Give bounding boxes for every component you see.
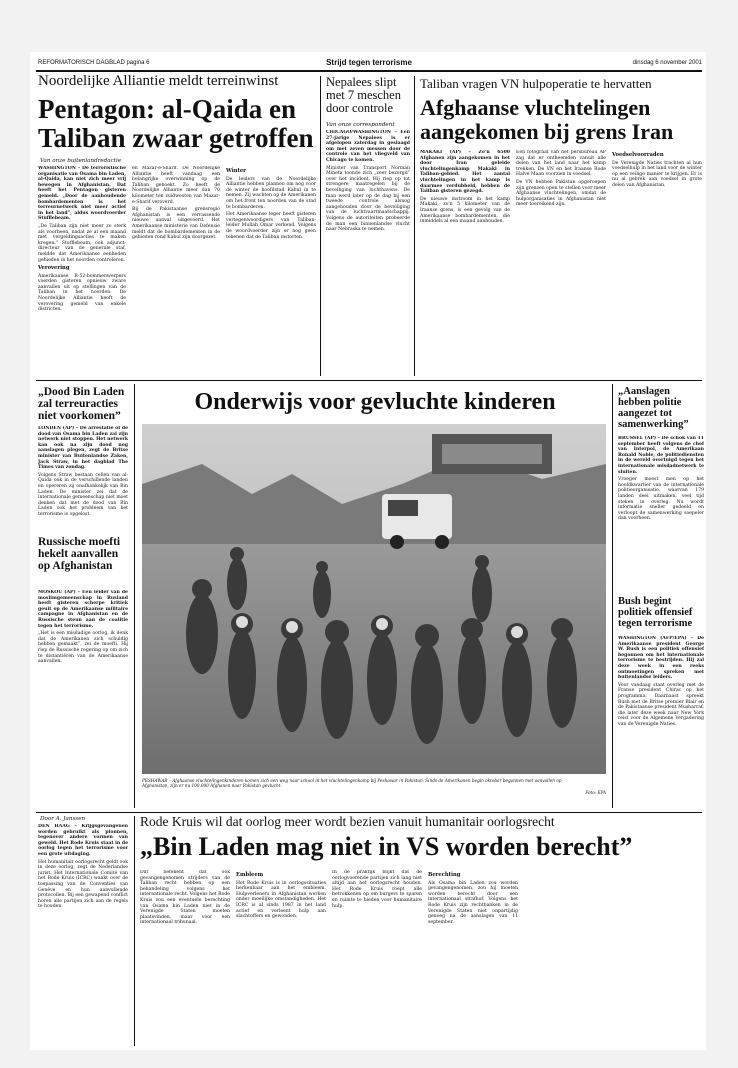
pentagon-col-2 xyxy=(132,166,220,376)
bush-lead: WASHINGTON (AFP/EPA) – De Amerikaanse president George W. Bush is een politiek offensief begonnen om het internationale terrorisme te bestrijden. Hij zal deze week in een reeks ontmoetingen spreken met buitenlandse leiders. xyxy=(618,636,704,681)
rodekruis-body-1: Het humanitair oorlogsrecht geldt ook in deze oorlog, zegt de Nederlandse jurist. Het Internationale Comité van het Rode Kruis (ICRC) waakt over de toepassing van de Conventies van Genève en hun aanvullende protocollen. Bij een gewapend conflict horen alle partijen zich aan de regels te houden. xyxy=(38,859,128,910)
vluchtelingen-body-4: De Verenigde Naties trachten al hun voedselhulp in het land voor de winter op een veilige manier te krijgen. Er is nu al gebrek aan voedsel in grote delen van Afghanistan. xyxy=(612,160,702,188)
rodekruis-col-4 xyxy=(332,870,422,1046)
binladen-side-body: Volgens Straw bestaan cellen van al-Qaida ook in de verschillende landen en opereren zij onafhankelijk van Bin Laden. De minister zei dat de internationale gemeenschap niet moet denken dat met de dood van Bin Laden ook het probleem van het terrorisme is opgelost. xyxy=(38,472,128,517)
binladen-side-column xyxy=(38,426,128,530)
vluchtelingen-sub: Voedselvoorraden xyxy=(612,152,664,158)
divider xyxy=(320,76,321,376)
rodekruis-body-4: In de praktijk blijkt dat de oorlogvoerende partijen zich lang niet altijd aan het oorlogsrecht houden. Het Rode Kruis roept alle betrokkenen op om burgers te sparen en ruimte te bieden voor humanitaire hulp. xyxy=(332,870,422,909)
rodekruis-col-5 xyxy=(428,870,518,1046)
photo-credit: Foto: EPA xyxy=(585,790,606,795)
divider xyxy=(134,384,135,808)
pentagon-sub-verovering: Verovering xyxy=(38,265,70,272)
pentagon-col-1 xyxy=(38,166,126,376)
rodekruis-byline: Door A. Janssen xyxy=(40,816,86,822)
photo-headline: Onderwijs voor gevluchte kinderen xyxy=(194,389,556,415)
divider xyxy=(414,76,415,376)
vluchtelingen-body-2: Een fotograaf van het persbureau AP zag dat er ontheemden vanuit alle delen van het land naar het kamp trekken. De VN en het Iraanse Rode Halve Maan voorzien in voedsel. xyxy=(516,150,606,178)
rodekruis-headline: „Bin Laden mag niet in VS worden berecht” xyxy=(140,832,633,861)
nepalees-byline: Van onze correspondent xyxy=(326,122,395,128)
pentagon-kicker: Noordelijke Alliantie meldt terreinwinst xyxy=(38,73,279,89)
photo-illustration xyxy=(142,424,606,774)
rodekruis-body-2: Dat betekent dat ook gevangengenomen strijders van de Taliban recht hebben op een behandeling volgens het internationale recht. Volgens het Rode Kruis zou een eventuele berechting van Osama bin Laden niet in de Verenigde Staten moeten plaatsvinden, maar voor een internationaal tribunaal. xyxy=(140,870,230,926)
pentagon-col-3 xyxy=(226,166,316,376)
samenwerking-headline: „Aanslagen hebben politie aangezet tot samenwerking” xyxy=(618,386,689,430)
rodekruis-lead: DEN HAAG – Krijgsgevangenen worden gebruikt als pionnen, tegenover andere vormen van geweld. Het Rode Kruis staat in de oorlog tegen het terrorisme voor een grote uitdaging. xyxy=(38,824,128,857)
bush-column xyxy=(618,636,704,808)
binladen-side-headline: „Dood Bin Laden zal terreuracties niet voorkomen” xyxy=(38,386,125,422)
vluchtelingen-kicker: Taliban vragen VN hulpoperatie te hervatten xyxy=(420,76,652,91)
masthead-left: REFORMATORISCH DAGBLAD pagina 6 xyxy=(38,60,150,66)
rodekruis-body-3: Het Rode Kruis is in oorlogssituaties herkenbaar aan het embleem. Hulpverleners in Afghanistan werken onder moeilijke omstandigheden. Het ICRC is al sinds 1987 in het land actief en verleent hulp aan slachtoffers en gewonden. xyxy=(236,880,326,920)
pentagon-byline: Van onze buitenlandredactie xyxy=(40,158,122,164)
moefti-lead: MOSKOU (AP) – Een leider van de moslimgemeenschap in Rusland heeft gisteren scherpe kritiek geuit op de Amerikaanse militaire campagne in Afghanistan en de Russische steun aan de coalitie tegen het terrorisme. xyxy=(38,590,128,629)
nepalees-headline: Nepalees slipt met 7 meschen door controle xyxy=(326,75,401,115)
nepalees-lead: CHICAGO/WASHINGTON – Een 27-jarige Nepalees is er afgelopen zaterdag in geslaagd om met zeven messen door de controle van het vliegveld van Chicago te komen. xyxy=(326,130,410,163)
rodekruis-sub-berechting: Berechting xyxy=(428,872,461,878)
rodekruis-col-3 xyxy=(236,870,326,1046)
moefti-headline: Russische moefti hekelt aanvallen op Afghanistan xyxy=(38,536,121,572)
bush-body: Voor vandaag staat overleg met de Franse president Chirac op het programma. Daarnaast spreekt Bush met de Britse premier Blair en de Pakistaanse president Musharraf, die later deze week naar New York reist voor de Algemene Vergadering van de Verenigde Naties. xyxy=(618,682,704,727)
section-title: Strijd tegen terrorisme xyxy=(326,58,412,67)
pentagon-body-5: De leiders van de Noordelijke Alliantie hebben plannen om nog voor de winter de hoofdstad Kabul in te nemen. Zij wachten op de Amerikanen om het front ten noorden van de stad te bombarderen. xyxy=(226,176,316,210)
photo-caption: PESHAWAR – Afghaanse vluchtelingenkinderen komen zich een weg naar school in het vluchtelingenkamp bij Peshawar in Pakistan. Sinds de Amerikanen begin oktober begonnen met aanvallen op Afghanistan, zijn er nu 100.000 Afghanen naar Pakistan gevlucht. xyxy=(142,778,562,788)
refugee-children-photo xyxy=(142,424,606,774)
rodekruis-body-5: Als Osama bin Laden zou worden gevangengenomen, zou hij moeten worden berecht door een internationaal strafhof. Volgens het Rode Kruis zijn rechtbanken in de Verenigde Staten niet onpartijdig genoeg na de aanslagen van 11 september. xyxy=(428,880,518,925)
samenwerking-body: Vroeger moest men op het hoofdkwartier van de internationale politieorganisatie, waarvan 179 landen deel uitmaken, veel tijd steken in overleg. Nu wordt informatie sneller gedeeld en verloopt de samenwerking soepeler dan voorheen. xyxy=(618,477,704,522)
pentagon-body-2: Amerikaanse B-52-bommenwerpers voerden gisteren opnieuw zware aanvallen uit op stellingen van de Taliban in het noorden. De Noordelijke Alliantie heeft de verovering gemeld van enkele districten. xyxy=(38,273,126,313)
pentagon-headline: Pentagon: al-Qaida en Taliban zwaar getroffen xyxy=(38,94,314,153)
pentagon-body-6: Het Amerikaanse leger heeft gisteren vertegenwoordigers van Taliban-leider Mullah Omar verkend. Volgens de woordvoerder zijn er nog geen tekenen dat de Taliban instorten. xyxy=(226,212,316,240)
binladen-side-lead: LONDEN (AP) – De arrestatie of de dood van Osama bin Laden zal zijn netwerk niet stoppen. Het netwerk kan ook na zijn dood nog aanslagen plegen, zegt de Britse minister van Buitenlandse Zaken, Jack Straw, in het dagblad The Times van zondag. xyxy=(38,426,128,471)
rodekruis-col-2 xyxy=(140,870,230,1046)
pentagon-lead: WASHINGTON – De terroristische organisatie van Osama bin Laden, al-Qaida, kan niet zich meer vrij bewegen in Afghanistan. Dat heeft het Pentagon gisteren gemeld. „Door de aanhoudende bombardementen is het terreurnetwerk niet meer actief in het land”, aldus woordvoerder Stufflebeam. xyxy=(38,166,126,222)
pentagon-sub-winter: Winter xyxy=(226,168,246,174)
masthead-date: dinsdag 6 november 2001 xyxy=(632,60,702,66)
vluchtelingen-body-1: De nieuwe instroom in het kamp Makaki, zo'n 5 kilometer van de Iraanse grens, is een gevolg van de Amerikaanse bombardementen, die inmiddels al een maand aanhouden. xyxy=(420,196,510,225)
vluchtelingen-body-3: De VN hebben Pakistan opgeroepen zijn grenzen open te stellen voor meer Afghaanse vluchtelingen, omdat de hulporganisaties in Afghanistan niet meer toereikend zijn. xyxy=(516,179,606,208)
masthead-rule xyxy=(36,70,702,72)
pentagon-body-3: en Mazar-e-Sharif. De Noordelijke Alliantie heeft vandaag een belangrijke overwinning op de Taliban geboekt. Zo heeft de Noordelijke Alliantie meer dan 70 kilometer ten zuidwesten van Mazar-e-Sharif veroverd. xyxy=(132,166,220,205)
rodekruis-kicker: Rode Kruis wil dat oorlog meer wordt bezien vanuit humanitair oorlogsrecht xyxy=(140,814,555,829)
vluchtelingen-lead: MAKAKI (AP) – Zo'n 6500 Afghanen zijn aangekomen in het door Iran geleide vluchtelingenkamp Makaki in Taliban-gebied. Het aantal vluchtelingen in het kamp is daarmee verdubbeld, hebben de Taliban gisteren gezegd. xyxy=(420,150,510,195)
section-rule xyxy=(36,812,702,813)
vluchtelingen-headline: Afghaanse vluchtelingen aangekomen bij grens Iran xyxy=(420,95,674,144)
pentagon-body-4: Bij de Pakistaanse grensregio Afghanistan is een verrassende nieuwe aanval uitgevoerd. Het Amerikaanse ministerie van Defensie meldt dat de bombardementen in de gebieden rond Kabul zijn doorgezet. xyxy=(132,207,220,241)
moefti-body: „Het is een misdadige oorlog, ik denk dat de Amerikanen zich schuldig hebben gemaakt”, zei de moefti. Hij riep de Russische regering op om zich te distantiëren van de Amerikaanse aanvallen. xyxy=(38,631,128,665)
rodekruis-sub-embleem: Embleem xyxy=(236,872,264,878)
bush-headline: Bush begint politiek offensief tegen terrorisme xyxy=(618,596,693,629)
nepalees-column xyxy=(326,130,410,376)
rodekruis-col-1 xyxy=(38,824,128,1046)
samenwerking-column xyxy=(618,436,704,588)
samenwerking-lead: BRUSSEL (AP) – De schok van 11 september heeft volgens de chef van Interpol, de Amerikaan Ronald Noble, de politiediensten in de wereld overtuigd tegen het internationale misdadnetwerk te sluiten. xyxy=(618,436,704,475)
nepalees-body: Minister van Transport Norman Mineta toonde zich „zeer bezorgd” over het incident. Hij riep op tot strengere maatregelen bij de beveiliging van luchthavens. De man werd later op de dag bij een tweede controle alsnog aangehouden door de beveiliging van de luchtvaartmaatschappij. Volgens de autoriteiten probeerde de man een binnenlandse vlucht naar Nebraska te nemen. xyxy=(326,165,410,233)
vluchtelingen-col-2 xyxy=(516,150,606,376)
pentagon-body-1: „De Taliban zijn niet meer zo sterk als voorheen, nadat ze al een maand met vergeldingsacties te maken kregen.” Stufflebeam, ook adjunct-directeur van de generale staf, meldde dat Amerikaanse eenheden gebieden in het noorden controleren. xyxy=(38,223,126,263)
vluchtelingen-col-1 xyxy=(420,150,510,376)
divider xyxy=(134,816,135,1046)
section-rule xyxy=(36,380,702,381)
moefti-column xyxy=(38,590,128,806)
divider xyxy=(612,384,613,808)
vluchtelingen-col-3 xyxy=(612,150,702,376)
